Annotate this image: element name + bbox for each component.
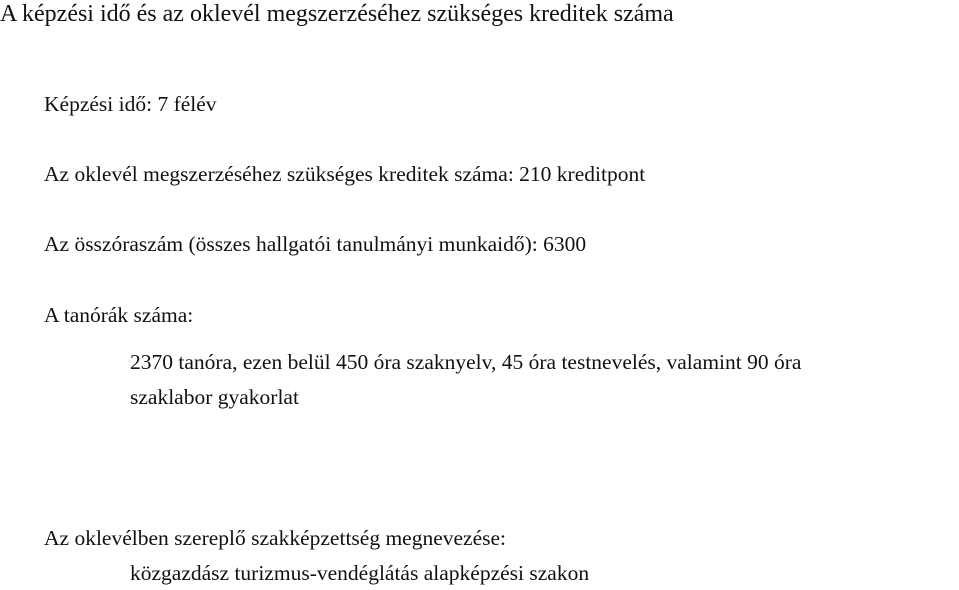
qualification-label: Az oklevélben szereplő szakképzettség megnevezése: [44, 526, 507, 550]
credits-text: Az oklevél megszerzéséhez szükséges kreditek száma: 210 kreditpont [44, 162, 646, 186]
lessons-label: A tanórák száma: [44, 303, 194, 327]
lessons-detail-line-1: 2370 tanóra, ezen belül 450 óra szaknyelv, 45 óra testnevelés, valamint 90 óra [130, 350, 802, 374]
total-hours-text: Az összóraszám (összes hallgatói tanulmányi munkaidő): 6300 [44, 232, 587, 256]
qualification-value: közgazdász turizmus-vendéglátás alapképzési szakon [130, 561, 590, 585]
lessons-detail-line-2: szaklabor gyakorlat [130, 385, 299, 409]
page-title: A képzési idő és az oklevél megszerzéséhez szükséges kreditek száma [0, 1, 674, 27]
training-time-text: Képzési idő: 7 félév [44, 92, 217, 116]
